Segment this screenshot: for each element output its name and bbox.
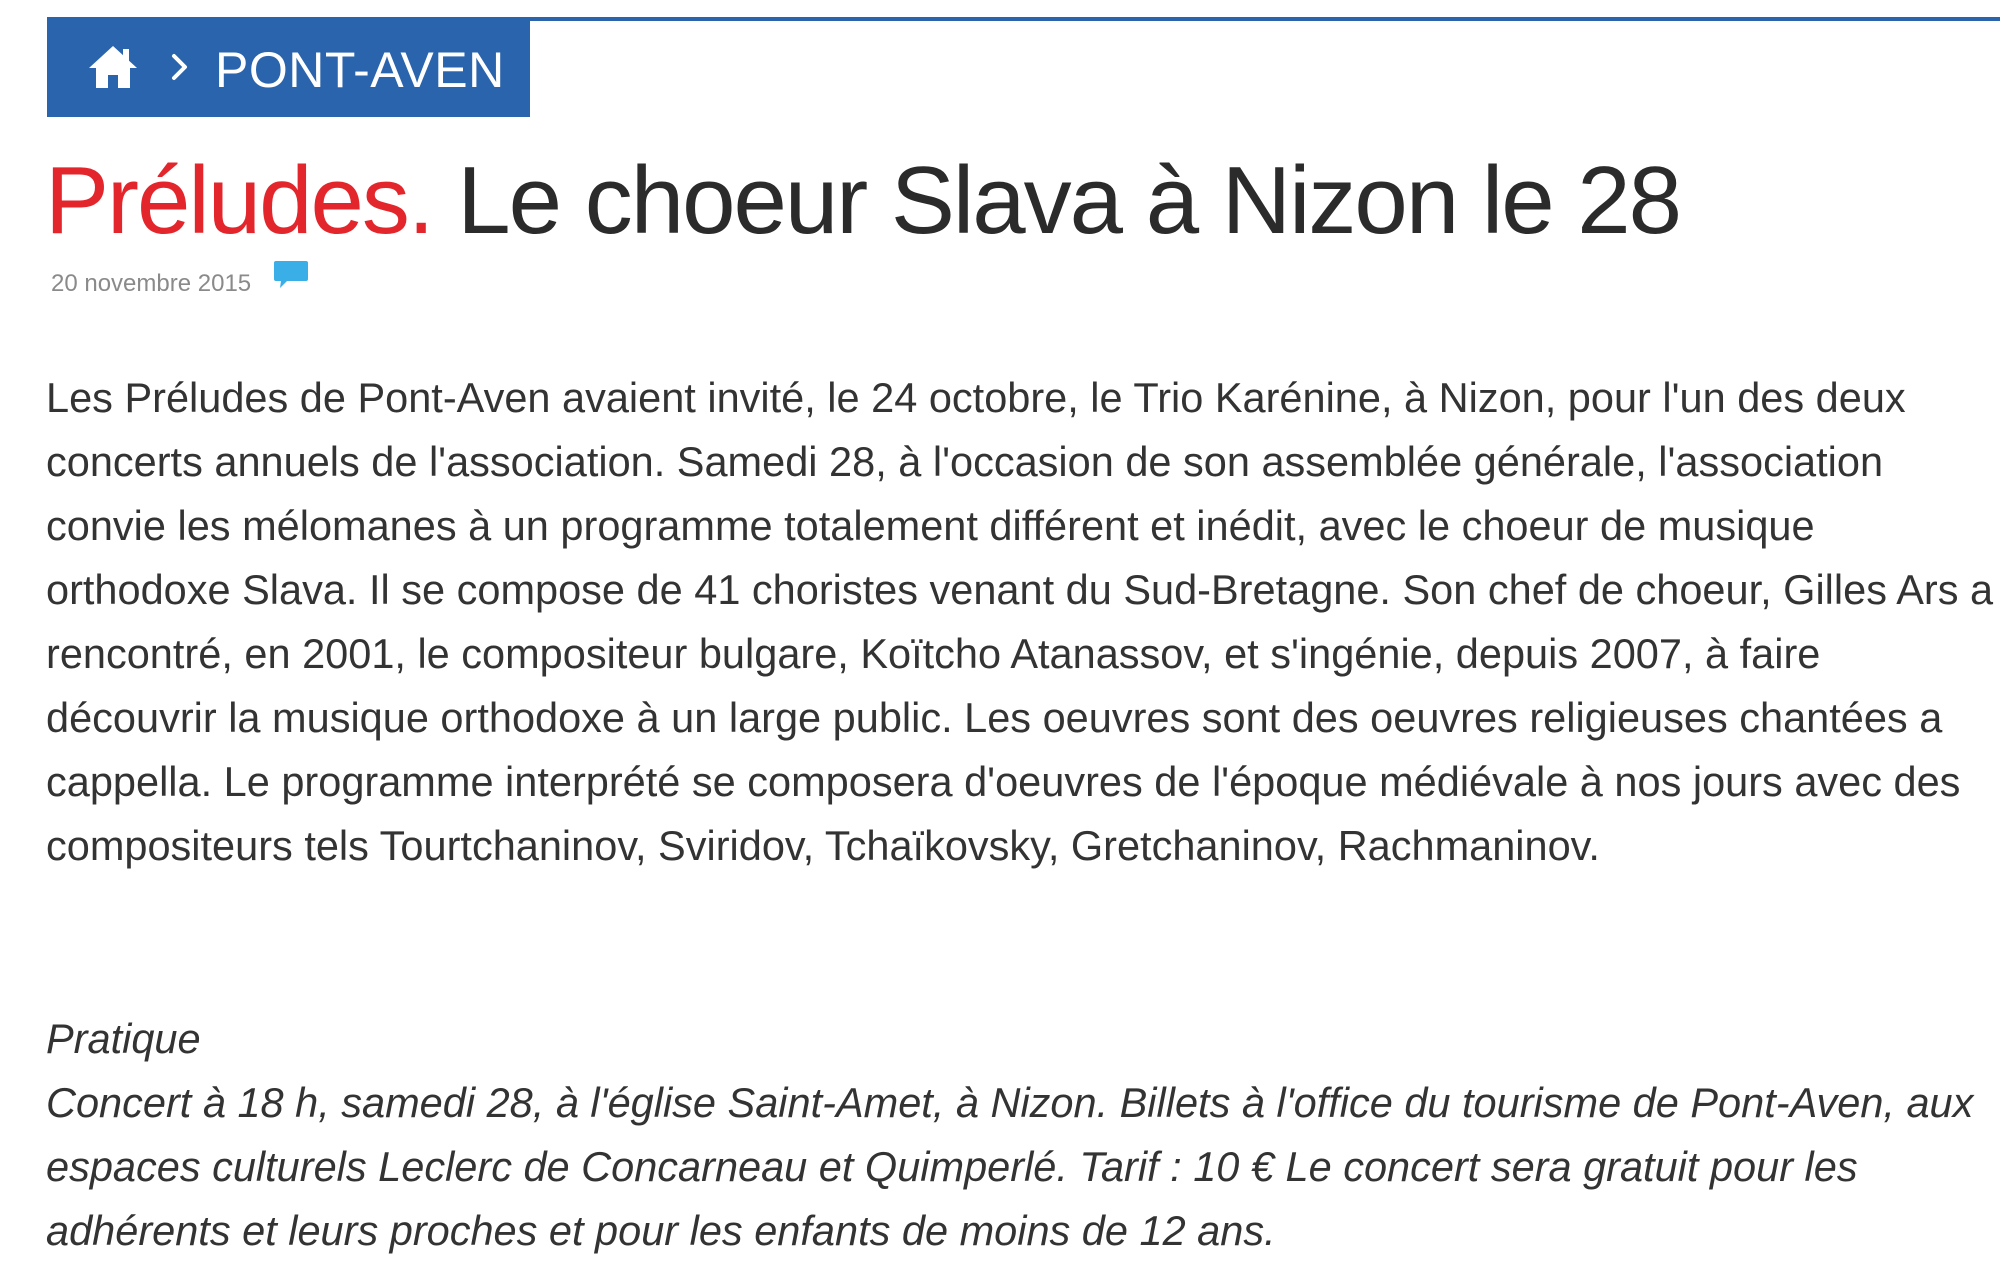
pratique-details: Concert à 18 h, samedi 28, à l'église Saint-Amet, à Nizon. Billets à l'office du tourisme de Pont-Aven, aux espaces culturels Leclerc de Concarneau et Quimperlé. Tarif : 10 € Le concert sera gratuit pour les adhérents et leurs proches et pour les enfants de moins de 12 ans. — [46, 1079, 1974, 1254]
comment-bubble-icon[interactable] — [273, 259, 309, 293]
article-headline — [45, 148, 1680, 254]
article-body: Les Préludes de Pont-Aven avaient invité, le 24 octobre, le Trio Karénine, à Nizon, pour l'un des deux concerts annuels de l'association. Samedi 28, à l'occasion de son assemblée générale, l'association convie les mélomanes à un programme totalement différent et inédit, avec le choeur de musique orthodoxe Slava. Il se compose de 41 choristes venant du Sud-Bretagne. Son chef de choeur, Gilles Ars a rencontré, en 2001, le compositeur bulgare, Koïtcho Atanassov, et s'ingénie, depuis 2007, à faire découvrir la musique orthodoxe à un large public. Les oeuvres sont des oeuvres religieuses chantées a cappella. Le programme interprété se composera d'oeuvres de l'époque médiévale à nos jours avec des compositeurs tels Tourtchaninov, Sviridov, Tchaïkovsky, Gretchaninov, Rachmaninov. — [46, 374, 1994, 869]
headline-title: Le choeur Slava à Nizon le 28 — [432, 147, 1681, 254]
pratique-heading: Pratique — [46, 1015, 201, 1062]
publish-date: 20 novembre 2015 — [51, 270, 252, 297]
headline-kicker: Préludes. — [45, 147, 433, 254]
article-meta — [51, 270, 309, 298]
chevron-right-icon — [169, 52, 191, 82]
home-icon[interactable] — [87, 44, 139, 90]
breadcrumb — [47, 17, 530, 117]
breadcrumb-section-link[interactable]: PONT-AVEN — [215, 42, 505, 98]
